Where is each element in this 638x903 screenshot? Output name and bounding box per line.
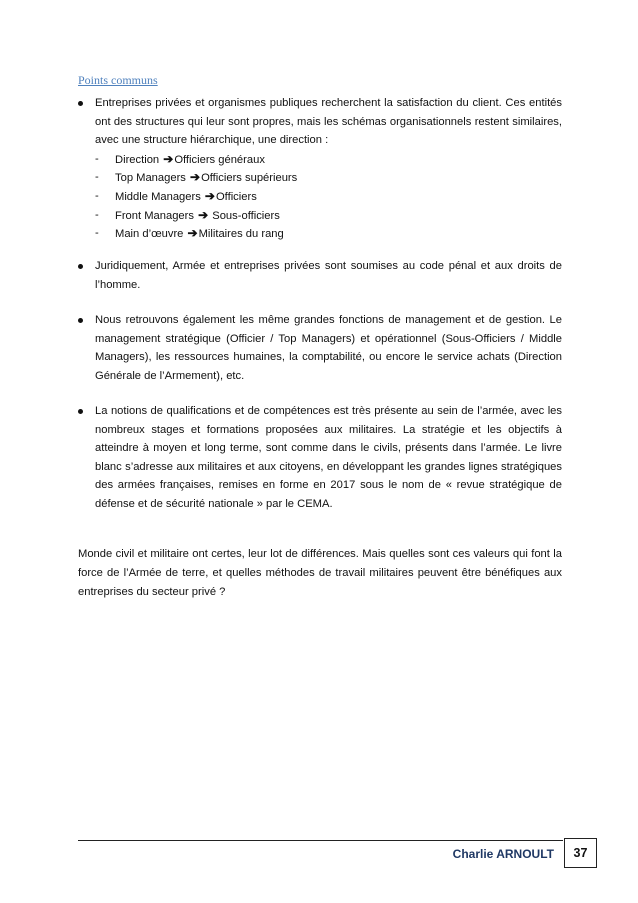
bullet-text: Entreprises privées et organismes publiques recherchent la satisfaction du client. Ces entités ont des structures qui leur sont propres, mais les schémas organisationnels restent similaires, avec une structure hiérarchique, une direction : [95, 97, 562, 147]
right-arrow-icon: ➔ [190, 170, 201, 185]
civil-role: Middle Managers [115, 190, 204, 203]
bullet-text: Juridiquement, Armée et entreprises privées sont soumises au code pénal et aux droits de l’homme. [95, 260, 562, 291]
footer-divider [78, 840, 563, 841]
dash-marker: - [95, 152, 99, 165]
closing-paragraph: Monde civil et militaire ont certes, leur lot de différences. Mais quelles sont ces valeurs qui font la force de l’Armée de terre, et quelles méthodes de travail militaires peuvent être bénéfiques aux entreprises du secteur privé ? [78, 548, 562, 598]
dash-marker: - [95, 227, 99, 240]
military-role: Sous-officiers [209, 209, 280, 222]
bullet-icon [78, 101, 83, 106]
hierarchy-item [95, 168, 562, 187]
bullet-item [78, 311, 562, 385]
right-arrow-icon: ➔ [187, 226, 198, 241]
bullet-icon [78, 264, 83, 269]
bullet-item [78, 94, 562, 243]
right-arrow-icon: ➔ [198, 207, 209, 222]
right-arrow-icon: ➔ [204, 188, 215, 203]
hierarchy-list [95, 150, 562, 243]
section-heading: Points communs [78, 73, 158, 87]
right-arrow-icon: ➔ [163, 151, 174, 166]
military-role: Officiers [215, 190, 257, 203]
bullet-text: La notions de qualifications et de compétences est très présente au sein de l’armée, avec les nombreux stages et formations proposées aux militaires. La stratégie et les objectifs à atteindre à moyen et long terme, sont comme dans le civils, présents dans l’armée. Le livre blanc s’adresse aux militaires et aux citoyens, en développant les grandes lignes stratégiques des armées françaises, remises en forme en 2017 sous le nom de « revue stratégique de défense et de sécurité nationale » par le CEMA. [95, 405, 562, 510]
hierarchy-item [95, 224, 562, 243]
dash-marker: - [95, 171, 99, 184]
page-number [564, 838, 597, 868]
civil-role: Top Managers [115, 172, 190, 185]
military-role: Militaires du rang [198, 228, 284, 241]
hierarchy-item [95, 187, 562, 206]
dash-marker: - [95, 189, 99, 202]
page-number-label: 37 [573, 846, 588, 860]
civil-role: Front Managers [115, 209, 198, 222]
bullet-text: Nous retrouvons également les même grandes fonctions de management et de gestion. Le management stratégique (Officier / Top Managers) et opérationnel (Sous-Officiers / Middle Managers), les ressources humaines, la comptabilité, ou encore le service achats (Direction Générale de l’Armement), etc. [95, 314, 562, 382]
dash-marker: - [95, 208, 99, 221]
civil-role: Main d’œuvre [115, 228, 187, 241]
civil-role: Direction [115, 153, 163, 166]
bullet-icon [78, 318, 83, 323]
bullet-item [78, 402, 562, 514]
military-role: Officiers généraux [174, 153, 265, 166]
hierarchy-item [95, 150, 562, 169]
bullet-item [78, 257, 562, 294]
military-role: Officiers supérieurs [201, 172, 298, 185]
hierarchy-item [95, 206, 562, 225]
bullet-icon [78, 409, 83, 414]
footer-author: Charlie ARNOULT [452, 847, 554, 861]
